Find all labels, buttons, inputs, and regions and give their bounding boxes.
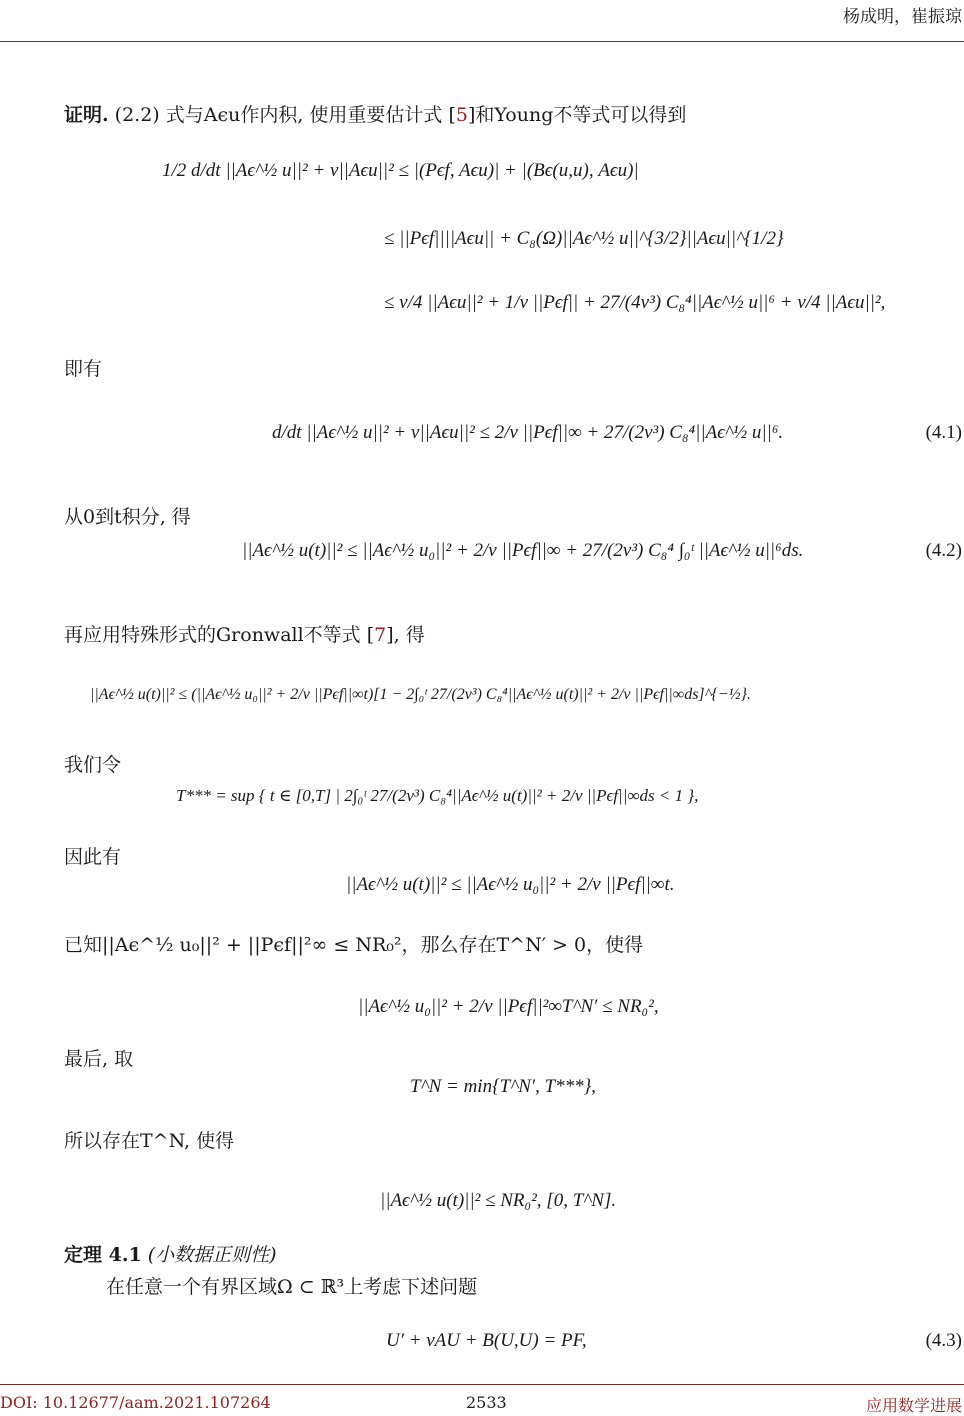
footer-journal-link[interactable]: 应用数学进展 <box>865 1396 962 1415</box>
footer-doi-link[interactable]: DOI: 10.12677/aam.2021.107264 <box>0 1393 271 1412</box>
footer-page-number: 2533 <box>466 1393 507 1412</box>
gronwall-text-b: ], 得 <box>386 624 425 646</box>
equation-number-4-1: (4.1) <box>925 422 962 443</box>
citation-link-5[interactable]: 5 <box>455 104 468 126</box>
theorem-label: 定理 4.1 <box>64 1244 142 1266</box>
text-jiyou: 即有 <box>64 358 103 380</box>
proof-text-b: ]和Young不等式可以得到 <box>467 104 687 126</box>
text-gronwall <box>64 620 425 647</box>
equation-4-1: d/dt ||Aϵ^½ u||² + ν||Aϵu||² ≤ 2/ν ||Pϵf||∞ + 27/(2ν³) C₈⁴||Aϵ^½ u||⁶. <box>272 422 784 443</box>
equation-line-2: ≤ ||Pϵf||||Aϵu|| + C₈(Ω)||Aϵ^½ u||^{3/2}||Aϵu||^{1/2} <box>384 228 784 249</box>
equation-line-1: 1/2 d/dt ||Aϵ^½ u||² + ν||Aϵu||² ≤ |(Pϵf, Aϵu)| + |(Bϵ(u,u), Aϵu)| <box>162 160 639 181</box>
equation-4-2: ||Aϵ^½ u(t)||² ≤ ||Aϵ^½ u₀||² + 2/ν ||Pϵf||∞ + 27/(2ν³) C₈⁴ ∫₀ᵗ ||Aϵ^½ u||⁶ds. <box>242 540 804 561</box>
theorem-text: 在任意一个有界区域Ω ⊂ ℝ³上考虑下述问题 <box>106 1276 478 1298</box>
gronwall-text-a: 再应用特殊形式的Gronwall不等式 [ <box>64 624 375 646</box>
footer-rule <box>0 1384 964 1385</box>
equation-tn: T^N = min{T^N′, T***}, <box>410 1076 597 1097</box>
equation-tn-prime: ||Aϵ^½ u₀||² + 2/ν ||Pϵf||²∞T^N′ ≤ NR₀², <box>358 996 659 1017</box>
proof-text-a: (2.2) 式与Aϵu作内积, 使用重要估计式 [ <box>114 104 456 126</box>
text-let: 我们令 <box>64 754 122 776</box>
text-known: 已知||Aϵ^½ u₀||² + ||Pϵf||²∞ ≤ NR₀²，那么存在T^N′ > 0，使得 <box>64 934 644 956</box>
header-rule <box>0 41 964 42</box>
running-header-authors: 杨成明，崔振琼 <box>843 7 962 27</box>
text-integrate: 从0到t积分, 得 <box>64 506 191 528</box>
text-therefore: 因此有 <box>64 846 122 868</box>
theorem-title: (小数据正则性) <box>147 1244 277 1266</box>
equation-gronwall: ||Aϵ^½ u(t)||² ≤ (||Aϵ^½ u₀||² + 2/ν ||Pϵf||∞t)[1 − 2∫₀ᵗ 27/(2ν³) C₈⁴||Aϵ^½ u(t)||² + 2/ν ||Pϵf||∞ds]^{−½}. <box>90 686 751 703</box>
theorem-heading <box>64 1240 277 1267</box>
equation-final: ||Aϵ^½ u(t)||² ≤ NR₀², [0, T^N]. <box>380 1190 617 1211</box>
equation-bound: ||Aϵ^½ u(t)||² ≤ ||Aϵ^½ u₀||² + 2/ν ||Pϵf||∞t. <box>346 874 675 895</box>
citation-link-7[interactable]: 7 <box>374 624 387 646</box>
equation-line-3: ≤ ν/4 ||Aϵu||² + 1/ν ||Pϵf|| + 27/(4ν³) C₈⁴||Aϵ^½ u||⁶ + ν/4 ||Aϵu||², <box>384 292 886 313</box>
proof-label: 证明. <box>64 104 109 126</box>
equation-number-4-2: (4.2) <box>925 540 962 561</box>
text-exists: 所以存在T^N, 使得 <box>64 1130 235 1152</box>
equation-4-3: U′ + νAU + B(U,U) = PF, <box>386 1330 587 1351</box>
equation-number-4-3: (4.3) <box>925 1330 962 1351</box>
equation-t-star: T*** = sup { t ∈ [0,T] | 2∫₀ᵗ 27/(2ν³) C₈⁴||Aϵ^½ u(t)||² + 2/ν ||Pϵf||∞ds < 1 }, <box>176 786 699 805</box>
proof-intro <box>64 100 686 127</box>
text-finally: 最后, 取 <box>64 1048 134 1070</box>
